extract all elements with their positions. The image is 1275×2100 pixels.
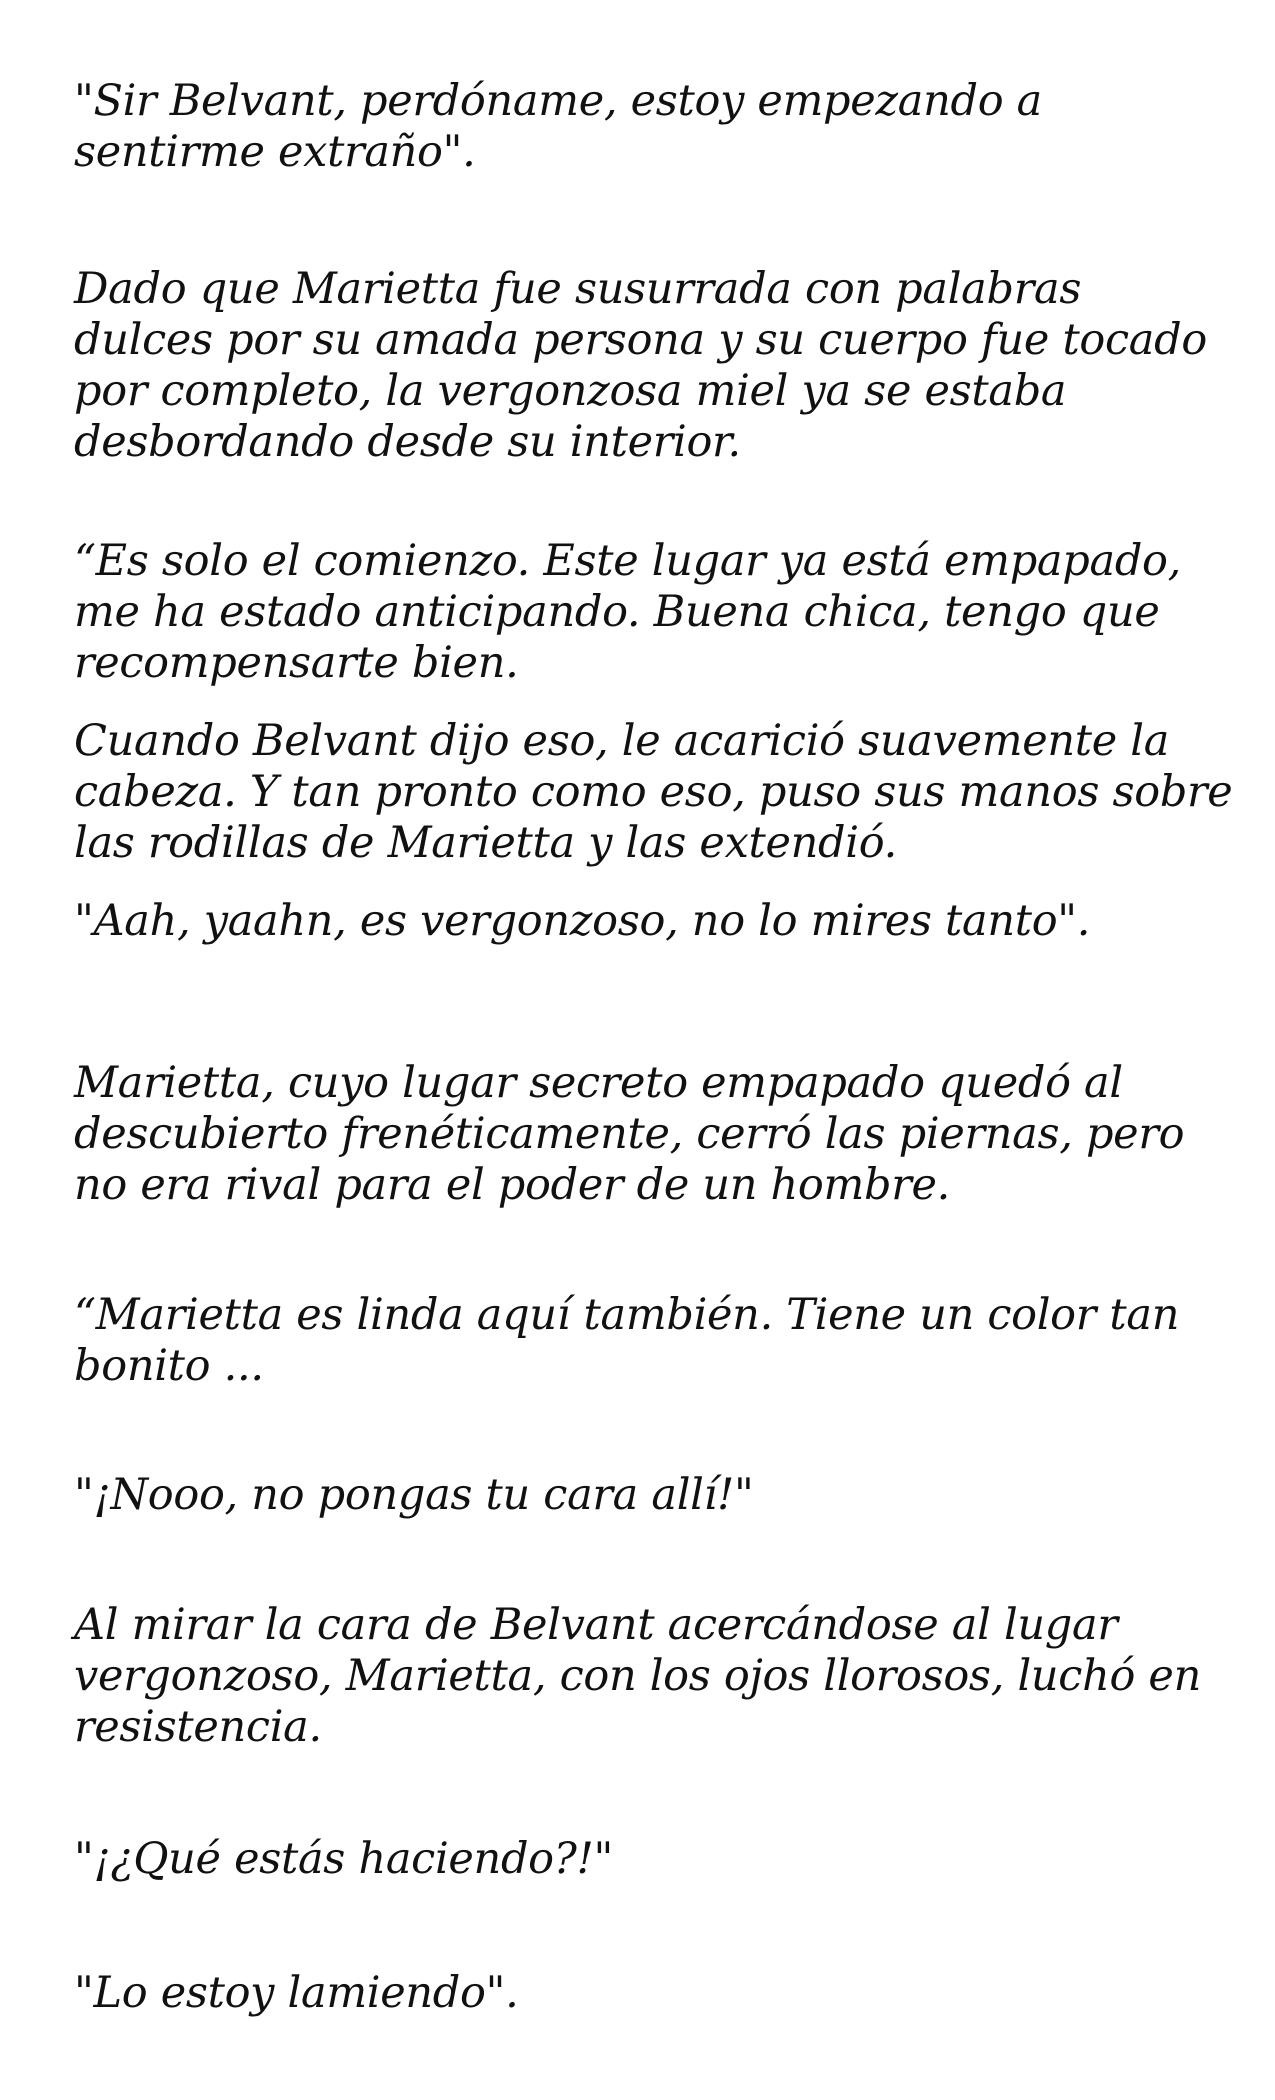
paragraph-10: "¡¿Qué estás haciendo?!": [74, 1834, 613, 1884]
paragraph-8: "¡Nooo, no pongas tu cara allí!": [74, 1470, 754, 1520]
paragraph-3: “Es solo el comienzo. Este lugar ya está empapado, me ha estado anticipando. Buena chica, tengo que recompensarte bien.: [74, 536, 1182, 688]
paragraph-4: Cuando Belvant dijo eso, le acarició suavemente la cabeza. Y tan pronto como eso, puso sus manos sobre las rodillas de Marietta y las extendió.: [74, 716, 1233, 868]
paragraph-5: "Aah, yaahn, es vergonzoso, no lo mires tanto".: [74, 896, 1091, 946]
paragraph-1: "Sir Belvant, perdóname, estoy empezando a sentirme extraño".: [74, 76, 1043, 177]
paragraph-6: Marietta, cuyo lugar secreto empapado quedó al descubierto frenéticamente, cerró las piernas, pero no era rival para el poder de un hombre.: [74, 1058, 1185, 1210]
paragraph-7: “Marietta es linda aquí también. Tiene un color tan bonito ...: [74, 1290, 1180, 1391]
paragraph-11: "Lo estoy lamiendo".: [74, 1968, 519, 2018]
paragraph-2: Dado que Marietta fue susurrada con palabras dulces por su amada persona y su cuerpo fue tocado por completo, la vergonzosa miel ya se estaba desbordando desde su interior.: [74, 264, 1207, 467]
paragraph-9: Al mirar la cara de Belvant acercándose al lugar vergonzoso, Marietta, con los ojos llorosos, luchó en resistencia.: [74, 1600, 1201, 1752]
